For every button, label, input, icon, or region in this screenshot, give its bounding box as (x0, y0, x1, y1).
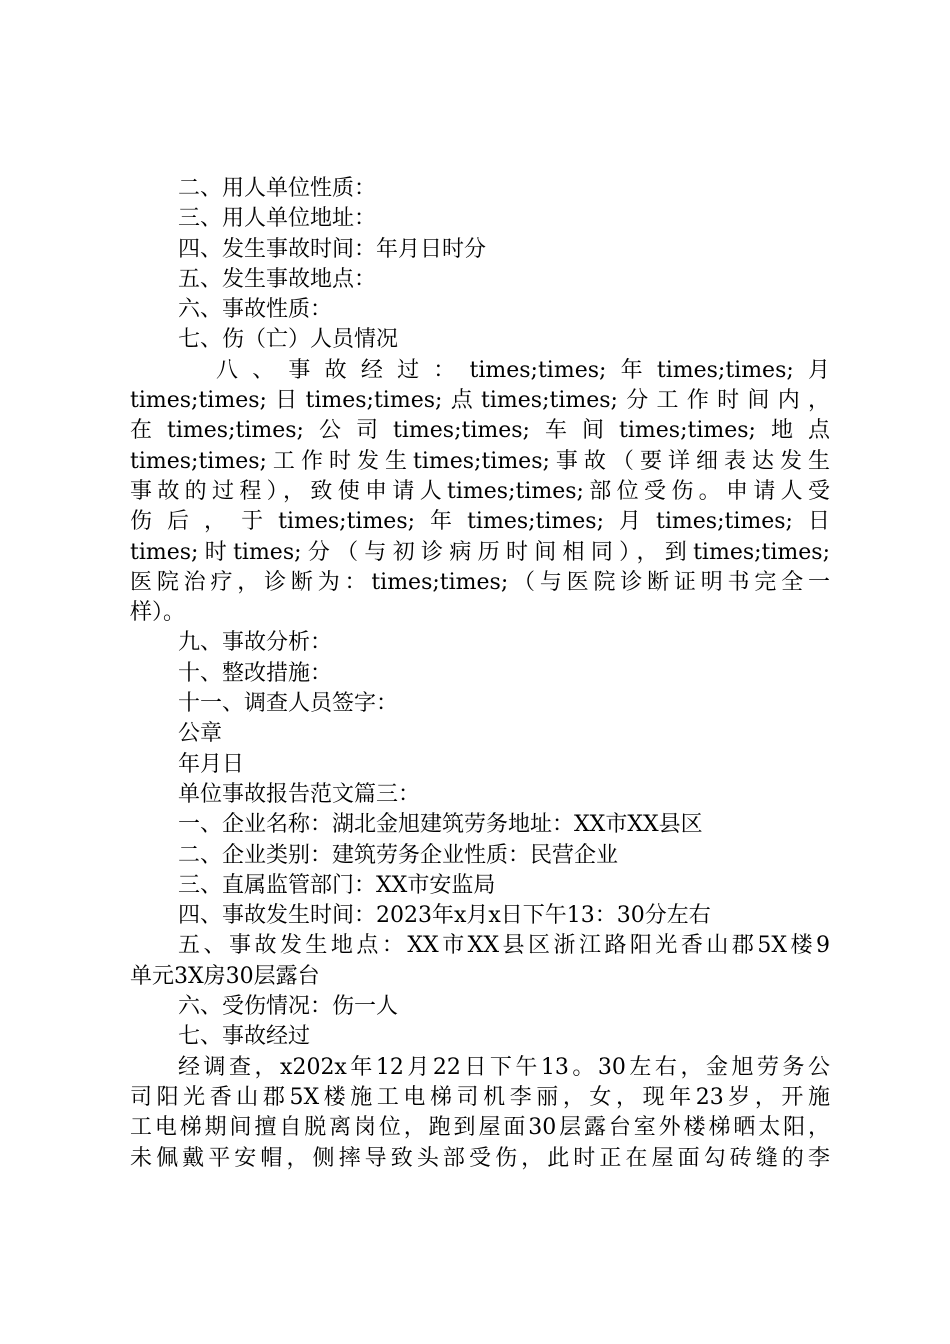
text-line: times;times;工作时发生times;times;事故（要详细表达发生 (130, 448, 830, 474)
text-line: 四、事故发生时间：2023年x月x日下午13：30分左右 (178, 903, 711, 929)
text-line: 样）。 (130, 600, 186, 626)
text-line: 未佩戴平安帽，侧摔导致头部受伤，此时正在屋面勾砖缝的李 (130, 1145, 830, 1171)
text-line: 工电梯期间擅自脱离岗位，跑到屋面30层露台室外楼梯晒太阳， (130, 1115, 830, 1141)
text-line: 七、伤（亡）人员情况 (178, 327, 399, 353)
text-line: 五、发生事故地点： (178, 266, 377, 292)
text-line: 司阳光香山郡5X楼施工电梯司机李丽，女，现年23岁，开施 (130, 1084, 830, 1110)
text-line: 八、事故经过：times;times;年times;times;月 (216, 357, 830, 383)
text-line: 六、受伤情况：伤一人 (178, 994, 399, 1020)
text-line: 公章 (178, 721, 223, 747)
text-line: 单元3X房30层露台 (130, 963, 320, 989)
text-line: 在times;times;公司times;times;车间times;times;地点 (130, 418, 830, 444)
text-line: 九、事故分析： (178, 630, 333, 656)
text-line: 经调查，x202x年12月22日下午13。30左右，金旭劳务公 (178, 1054, 830, 1080)
text-line: 伤后，于times;times;年times;times;月times;times;日 (130, 509, 830, 535)
text-line: 年月日 (178, 751, 245, 777)
text-line: 六、事故性质： (178, 297, 333, 323)
text-line: 三、用人单位地址： (178, 206, 377, 232)
text-line: 二、用人单位性质： (178, 176, 377, 201)
text-line: 一、企业名称：湖北金旭建筑劳务地址：XX市XX县区 (178, 812, 703, 838)
text-line: times;时times;分（与初诊病历时间相同），到times;times; (130, 539, 830, 565)
text-line: 五、事故发生地点：XX市XX县区浙江路阳光香山郡5X楼9 (178, 933, 830, 959)
text-line: 三、直属监管部门：XX市安监局 (178, 872, 496, 898)
text-line: 事故的过程），致使申请人times;times;部位受伤。申请人受 (130, 478, 830, 504)
text-line: 医院治疗，诊断为：times;times;（与医院诊断证明书完全一 (130, 569, 830, 595)
text-line: times;times;日times;times;点times;times;分工作时间内， (130, 388, 830, 414)
text-line: 单位事故报告范文篇三： (178, 781, 421, 807)
text-line: 四、发生事故时间：年月日时分 (178, 236, 487, 262)
text-line: 十一、调查人员签字： (178, 691, 399, 717)
text-line: 七、事故经过 (178, 1024, 311, 1050)
text-line: 十、整改措施： (178, 660, 333, 686)
text-line: 二、企业类别：建筑劳务企业性质：民营企业 (178, 842, 619, 868)
document-body (130, 174, 830, 1174)
